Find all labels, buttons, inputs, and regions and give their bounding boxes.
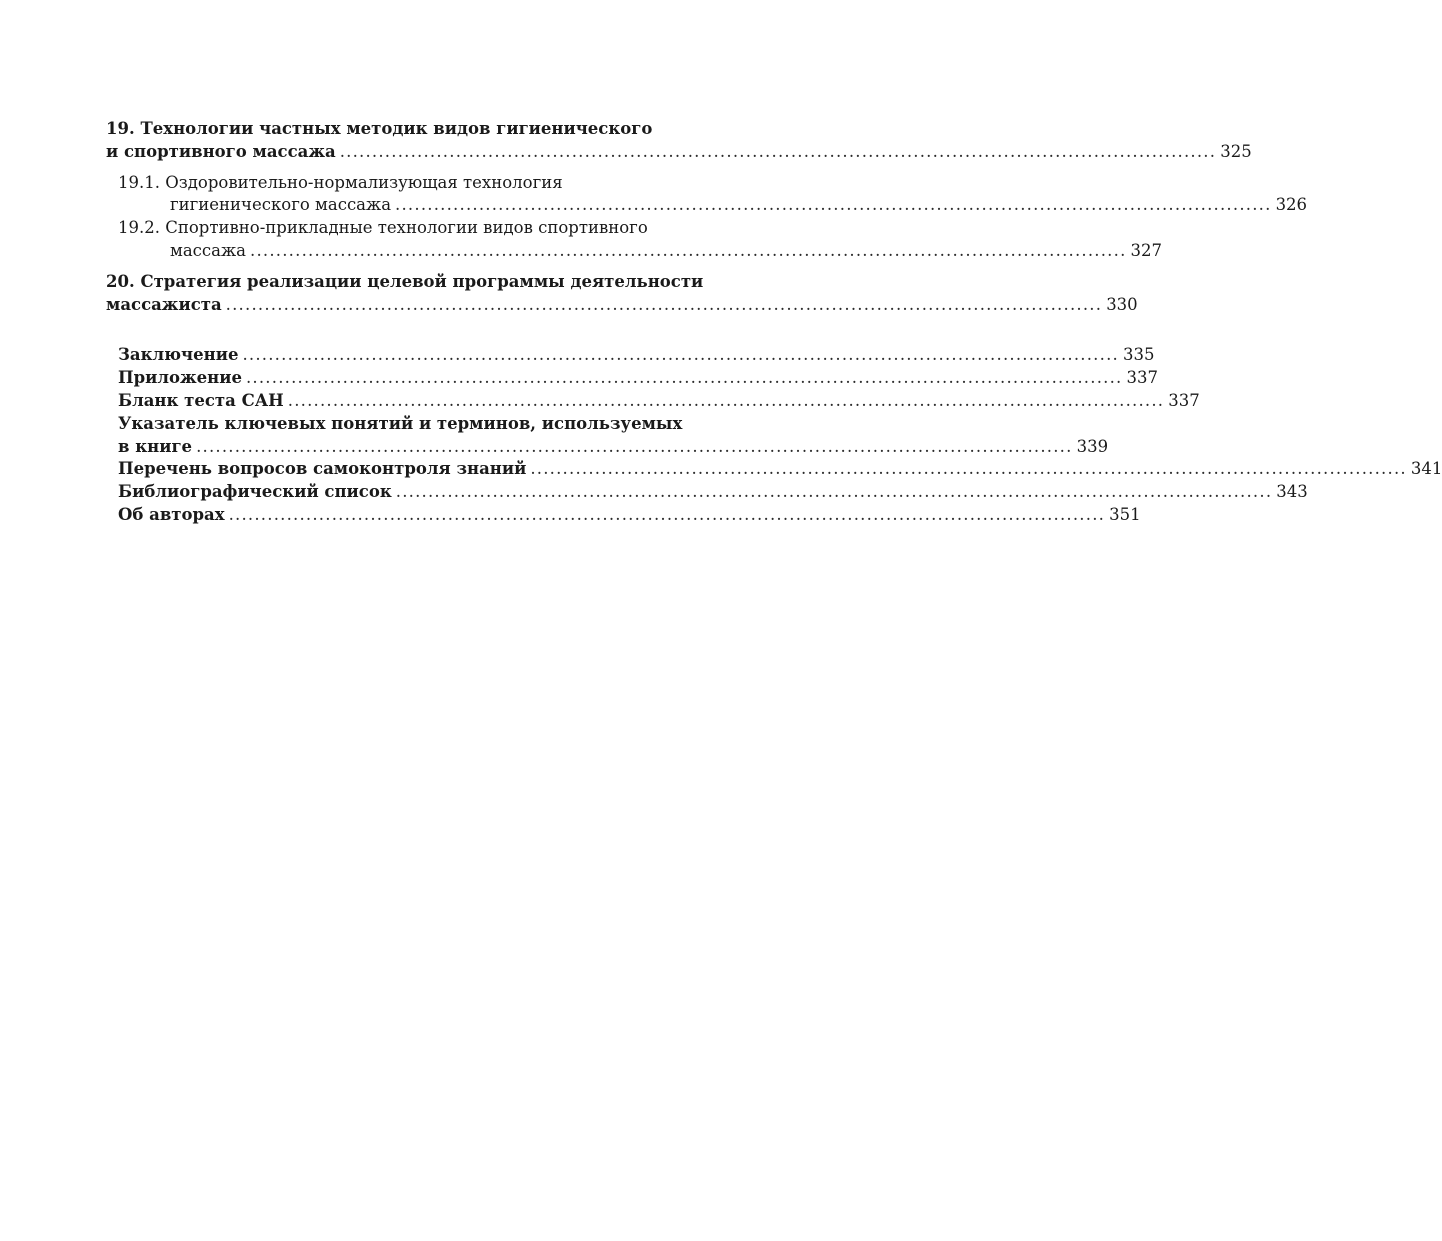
toc-entry-title: Бланк теста САН: [118, 390, 284, 410]
toc-entry-title-cont: и спортивного массажа: [106, 141, 336, 161]
toc-entry-title: Перечень вопросов самоконтроля знаний: [118, 459, 527, 479]
dot-leader: ........................................................................................................................................: [196, 436, 1073, 456]
toc-entry-page: 337: [1126, 368, 1158, 388]
toc-entry-index: [106, 413, 1109, 459]
toc-entry-title: Приложение: [118, 368, 242, 388]
toc-entry-page: 343: [1276, 482, 1308, 502]
dot-leader: ........................................................................................................................................: [530, 459, 1407, 479]
dot-leader: ........................................................................................................................................: [287, 390, 1165, 410]
toc-entry-bibliography: [106, 481, 1308, 504]
toc-entry-line: [118, 344, 1155, 367]
toc-entry-line: [118, 504, 1141, 527]
toc-entry-page: 325: [1220, 141, 1252, 161]
toc-entry-line: [118, 367, 1158, 390]
toc-entry-line: [118, 390, 1200, 413]
toc-entry-line: [118, 436, 1109, 459]
toc-entry-section-19-2: [106, 217, 1163, 263]
toc-entry-title-cont: в книге: [118, 436, 193, 456]
toc-entry-page: 326: [1275, 195, 1308, 215]
toc-entry-chapter-19: [106, 118, 1252, 164]
toc-entry-page: 330: [1106, 294, 1138, 314]
toc-entry-page: 335: [1122, 345, 1155, 365]
toc-entry-line: [106, 294, 1138, 317]
dot-leader: ........................................................................................................................................: [395, 482, 1273, 502]
toc-entry-appendix: [106, 367, 1158, 390]
toc-entry-authors: [106, 504, 1141, 527]
toc-entry-title-cont: массажиста: [106, 294, 222, 314]
toc-entry-title: Об авторах: [118, 504, 225, 524]
toc-entry-line: [118, 240, 1163, 263]
toc-entry-self-check: [106, 458, 1442, 481]
toc-entry-title: 19.2. Спортивно-прикладные технологии видов спортивного: [118, 218, 648, 238]
toc-entry-title: 20. Стратегия реализации целевой программы деятельности: [106, 271, 704, 291]
toc-entry-page: 341: [1410, 459, 1442, 479]
dot-leader: ........................................................................................................................................: [395, 195, 1272, 215]
toc-entry-title-cont: гигиенического массажа: [170, 195, 392, 215]
dot-leader: ........................................................................................................................................: [339, 141, 1217, 161]
toc-entry-title: Указатель ключевых понятий и терминов, используемых: [118, 413, 683, 433]
toc-entry-page: 351: [1109, 504, 1141, 524]
toc-entry-title: 19. Технологии частных методик видов гигиенического: [106, 119, 653, 138]
toc-entry-title: 19.1. Оздоровительно-нормализующая технология: [118, 172, 563, 192]
toc-entry-title: Библиографический список: [118, 482, 392, 502]
toc-entry-conclusion: [106, 344, 1155, 367]
toc-entry-line: [106, 141, 1252, 164]
toc-entry-line: [118, 458, 1442, 481]
toc-entry-page: 339: [1076, 436, 1109, 456]
toc-entry-title-cont: массажа: [170, 240, 247, 260]
toc-entry-chapter-20: [106, 271, 1138, 317]
toc-entry-page: 327: [1130, 240, 1163, 260]
toc-entry-section-19-1: [106, 172, 1308, 218]
toc-entry-line: [118, 194, 1308, 217]
dot-leader: ........................................................................................................................................: [245, 368, 1123, 388]
dot-leader: ........................................................................................................................................: [225, 294, 1103, 314]
dot-leader: ........................................................................................................................................: [242, 345, 1119, 365]
toc-entry-page: 337: [1168, 390, 1200, 410]
toc-entry-line: [118, 481, 1308, 504]
toc-entry-san-test: [106, 390, 1200, 413]
dot-leader: ........................................................................................................................................: [228, 504, 1106, 524]
toc-entry-title: Заключение: [118, 345, 239, 365]
table-of-contents: [106, 118, 1442, 527]
dot-leader: ........................................................................................................................................: [250, 240, 1127, 260]
